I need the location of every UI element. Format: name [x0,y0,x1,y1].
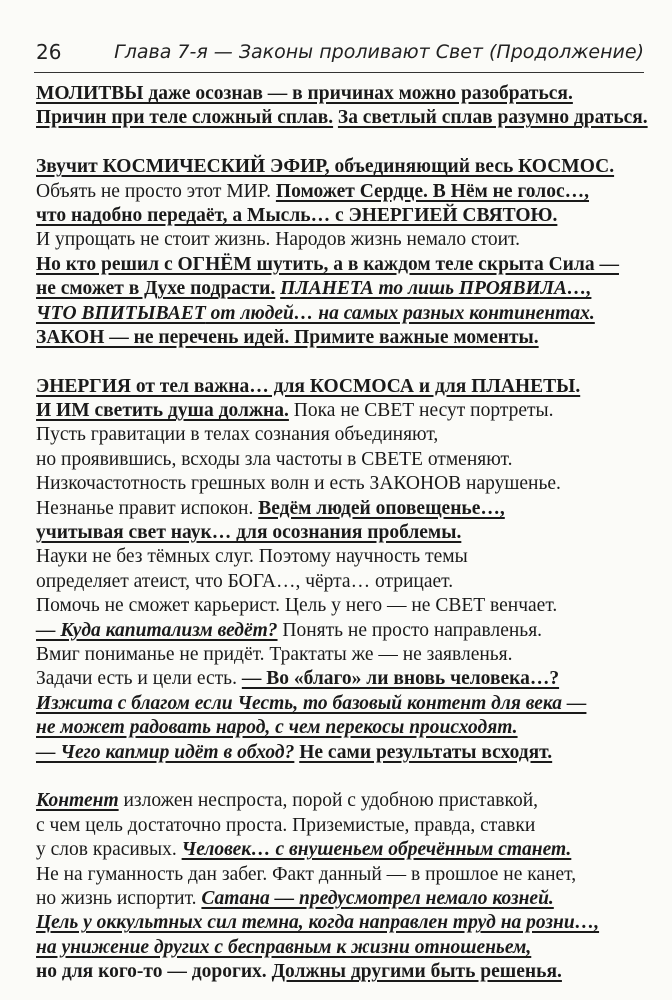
text-segment: Ведём людей оповещенье…, [258,497,505,519]
text-segment: Звучит КОСМИЧЕСКИЙ ЭФИР, объединяющий весь КОСМОС. [36,156,615,178]
text-line [36,643,648,667]
text-segment: Не сами результаты всходят. [299,741,553,763]
text-segment: не сможет в Духе подрасти. [36,278,276,300]
text-segment: с чем цель достаточно проста. Приземистые, правда, ставки [36,814,536,836]
text-line [36,180,648,204]
text-line [36,521,648,545]
text-line [36,887,648,911]
poem-body [36,82,648,984]
text-segment: И ИМ светить душа должна. [36,400,289,422]
text-segment: ЧТО ВПИТЫВАЕТ [36,302,206,324]
text-line [36,326,648,350]
text-segment: Человек… с внушеньем обречённым станет. [181,839,572,861]
text-line [36,106,646,130]
text-line [36,814,648,838]
text-segment: — Куда капитализм ведёт? [36,619,278,641]
text-segment: у слов красивых. [36,839,182,861]
text-line [36,399,648,423]
text-line [36,838,648,862]
text-segment: Поможет Сердце. В Нём не голос…, [275,180,590,202]
text-line [36,741,648,765]
text-segment: Изжита с благом если Честь, то базовый контент для века — [36,692,587,714]
text-segment: но жизнь испортит. [36,887,202,909]
text-line [36,911,648,935]
text-segment: Цель у оккультных сил темна, когда направлен труд на розни…, [36,912,600,934]
text-line [36,716,648,740]
text-line [36,423,648,447]
text-segment: И упрощать не стоит жизнь. Народов жизнь немало стоит. [36,229,521,251]
text-segment: Сатана — предусмотрел немало козней. [201,887,554,909]
text-segment: что надобно передаёт, а Мысль… с ЭНЕРГИЕЙ СВЯТОЮ. [36,204,558,226]
text-segment: Пусть гравитации в телах сознания объединяют, [36,424,439,446]
text-segment: но проявившись, всходы зла частоты в СВЕТЕ отменяют. [36,448,513,470]
text-line [36,302,648,326]
text-segment: не может радовать народ, с чем перекосы происходят. [36,717,518,739]
stanza [36,375,648,765]
text-segment: Не на гуманность дан забег. Факт данный — в прошлое не канет, [36,863,577,885]
text-segment: Понять не просто направленья. [277,619,543,641]
text-segment: Вмиг пониманье не придёт. Трактаты же — не заявленья. [36,643,513,665]
text-line [36,253,648,277]
text-segment: определяет атеист, что БОГА…, чёрта… отрицает. [36,570,454,592]
text-line [36,277,648,301]
text-line [36,228,648,252]
text-segment: — Чего капмир идёт в обход? [36,741,295,763]
text-segment: За светлый сплав разумно драться. [337,107,648,129]
text-segment: МОЛИТВЫ даже осознав — в причинах можно разобраться. [36,83,573,104]
text-line [36,448,648,472]
text-segment: ЭНЕРГИЯ от тел важна… для КОСМОСА и для ПЛАНЕТЫ. [36,375,581,397]
text-segment: но для кого-то — дорогих. [36,961,272,983]
stanza-gap [36,350,648,374]
text-segment: ПЛАНЕТА то лишь ПРОЯВИЛА…, [280,278,592,300]
text-segment: учитывая свет наук… для осознания проблемы. [36,522,462,544]
text-segment: Низкочастотность грешных волн и есть ЗАКОНОВ нарушенье. [36,473,561,495]
text-segment: Пока не СВЕТ несут портреты. [288,400,554,422]
text-line [36,545,648,569]
page-number: 26 [36,40,62,64]
text-line [36,936,648,960]
text-line [36,375,648,399]
text-segment: Контент [36,790,119,812]
stanza-gap [36,131,648,155]
text-line [36,497,648,521]
text-line [36,204,648,228]
text-line [36,692,648,716]
stanza-gap [36,765,648,789]
text-segment: от людей… на самых разных континентах. [205,302,595,324]
stanza [36,155,648,350]
text-line [36,863,648,887]
text-segment: — Во «благо» ли вновь человека…? [241,668,560,690]
text-segment: Задачи есть и цели есть. [36,668,242,690]
chapter-title: Глава 7-я — Законы проливают Свет (Продолжение) [114,41,644,63]
text-line [36,667,648,691]
text-line [36,155,648,179]
text-segment: Науки не без тёмных слуг. Поэтому научность темы [36,546,468,568]
text-line [36,82,648,106]
text-line [36,960,648,984]
text-line [36,472,648,496]
stanza [36,82,648,131]
text-segment: Незнанье правит испокон. [36,497,259,519]
text-segment: ЗАКОН — не перечень идей. Примите важные моменты. [36,326,539,348]
text-segment: Помочь не сможет карьерист. Цель у него — не СВЕТ венчает. [36,595,558,617]
text-line [36,619,648,643]
text-segment: на унижение других с бесправным к жизни отношеньем, [36,936,532,958]
text-segment: Должны другими быть решенья. [271,961,562,983]
text-segment: Объять не просто этот МИР. [36,180,276,202]
stanza [36,789,648,984]
text-line [36,570,648,594]
text-line [36,594,648,618]
running-header [34,40,644,73]
text-segment: изложен неспроста, порой с удобною приставкой, [118,790,538,812]
text-segment: Но кто решил с ОГНЁМ шутить, а в каждом теле скрыта Сила — [36,253,619,275]
text-segment: Причин при теле сложный сплав. [36,107,334,129]
text-line [36,789,648,813]
